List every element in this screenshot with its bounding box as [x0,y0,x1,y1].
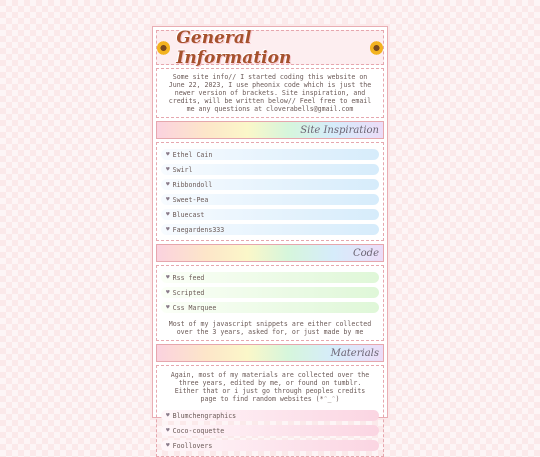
section-header-materials [156,344,384,362]
list-item-label: Scripted [172,288,205,297]
list-item[interactable] [161,149,379,160]
list-item-label: Sweet-Pea [172,195,209,204]
heart-icon: ♥ [166,427,170,434]
materials-note: Again, most of my materials are collected over the three years, edited by me, or found on tumblr. Either that or i just go through peoples credits page to find random websites (*ᵔ_ᵔ) [170,371,370,403]
list-item-label: Css Marquee [172,303,217,312]
list-item-label: Ethel Cain [172,150,213,159]
list-item[interactable] [161,224,379,235]
list-item-label: Blumchengraphics [172,411,237,420]
inspiration-list [156,142,384,241]
list-item[interactable] [161,179,379,190]
list-item[interactable] [161,194,379,205]
list-item[interactable] [161,209,379,220]
heart-icon: ♥ [166,181,170,188]
heart-icon: ♥ [166,274,170,281]
section-title: Site Inspiration [300,124,379,136]
list-item-label: Bluecast [172,210,205,219]
list-item-label: Swirl [172,165,193,174]
heart-icon: ♥ [166,166,170,173]
heart-icon: ♥ [166,304,170,311]
list-item-label: Foollovers [172,441,213,450]
list-item-label: Coco-coquette [172,426,225,435]
heart-icon: ♥ [166,412,170,419]
page-title: General Information [176,27,292,68]
code-list [156,265,384,341]
list-item-label: Faegardens333 [172,225,225,234]
list-item[interactable] [161,410,379,421]
sunflower-icon [157,41,170,55]
general-information-panel [152,26,388,450]
heart-icon: ♥ [166,211,170,218]
list-item-label: Ribbondoll [172,180,213,189]
list-item[interactable] [161,287,379,298]
heart-icon: ♥ [166,289,170,296]
materials-list [156,365,384,457]
title-bar [156,27,384,68]
sunflower-icon [370,41,383,55]
intro-text: Some site info// I started coding this website on June 22, 2023, I use pheonix code which is just the newer version of brackets. Site inspiration, and credits, will be written below// Feel free to email me any questions at cloverabells@gmail.com [156,68,384,118]
list-item[interactable] [161,440,379,451]
code-note: Most of my javascript snippets are either collected over the 3 years, asked for, or just made by me [168,320,372,336]
heart-icon: ♥ [166,196,170,203]
list-item[interactable] [161,302,379,313]
section-header-code [156,244,384,262]
heart-icon: ♥ [166,151,170,158]
list-item[interactable] [161,164,379,175]
heart-icon: ♥ [166,226,170,233]
list-item[interactable] [161,425,379,436]
section-title: Code [353,247,379,259]
heart-icon: ♥ [166,442,170,449]
section-header-site-inspiration [156,121,384,139]
list-item[interactable] [161,272,379,283]
section-title: Materials [330,347,379,359]
list-item-label: Rss feed [172,273,205,282]
